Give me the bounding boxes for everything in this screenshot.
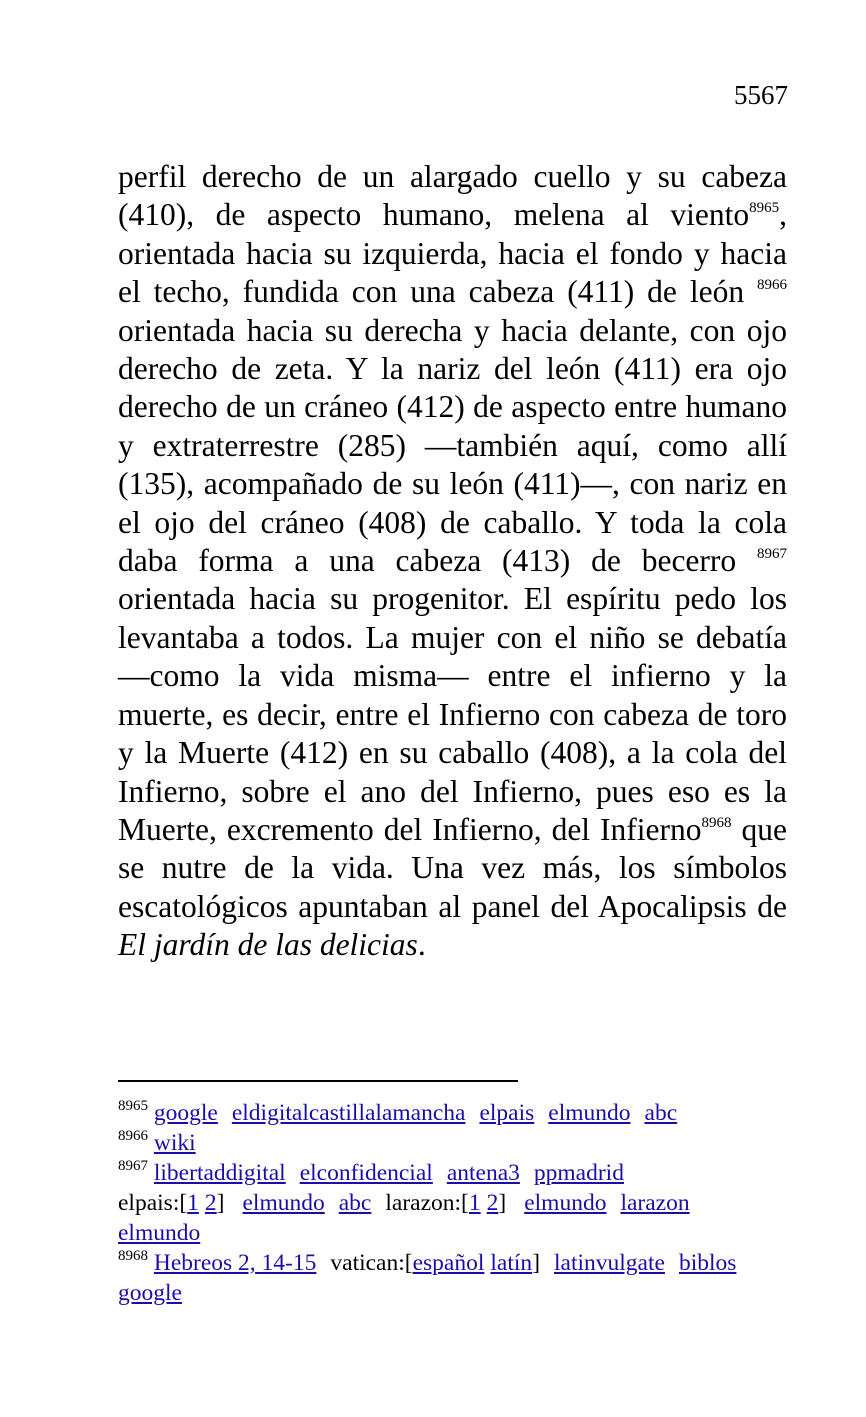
link-larazon-2[interactable]: 2 <box>486 1190 499 1216</box>
footnote-ref[interactable]: 8968 <box>701 814 732 831</box>
elpais-label: elpais:[ <box>118 1190 188 1216</box>
book-title: El jardín de las delicias <box>118 927 418 963</box>
link-eldigitalcastillalamancha[interactable]: eldigitalcastillalamancha <box>231 1100 466 1126</box>
link-ppmadrid[interactable]: ppmadrid <box>533 1160 624 1186</box>
body-text-segment: orientada hacia su progenitor. El espíritu pedo los levantaba a todos. La mujer con el niño se debatía —como la vida misma— entre el infierno y la muerte, es decir, entre el Infierno con cabeza de toro y la Muerte (412) en su caballo (408), a la cola del Infierno, sobre el ano del Infierno, pues eso es la Muerte, excremento del Infierno, del Infierno <box>118 581 787 847</box>
larazon-close: ] <box>498 1190 507 1216</box>
body-paragraph <box>118 158 787 965</box>
body-text-segment: que se nutre de la vida. Una vez más, los símbolos escatológicos apuntaban al panel del Apocalipsis de <box>118 811 787 924</box>
footnote-number: 8967 <box>118 1158 148 1174</box>
link-elmundo-2[interactable]: elmundo <box>242 1190 325 1216</box>
footnote-8966 <box>118 1128 787 1158</box>
link-latinvulgate[interactable]: latinvulgate <box>554 1250 665 1276</box>
footnotes <box>118 1098 787 1308</box>
link-abc[interactable]: abc <box>644 1100 678 1126</box>
link-biblos[interactable]: biblos <box>678 1250 737 1276</box>
body-text-segment: orientada hacia su derecha y hacia delante, con ojo derecho de zeta. Y la nariz del león (411) era ojo derecho de un cráneo (412) de aspecto entre humano y extraterrestre (285) —también aquí, como allí (135), acompañado de su león (411)—, con nariz en el ojo del cráneo (408) de caballo. Y toda la cola daba forma a una cabeza (413) de becerro <box>118 312 787 579</box>
footnote-8967 <box>118 1158 787 1248</box>
link-larazon-1[interactable]: 1 <box>468 1190 481 1216</box>
link-elpais-2[interactable]: 2 <box>204 1190 217 1216</box>
link-libertaddigital[interactable]: libertaddigital <box>153 1160 286 1186</box>
footnote-ref[interactable]: 8966 <box>757 277 787 294</box>
footnote-8965 <box>118 1098 787 1128</box>
link-vatican-latin[interactable]: latín <box>490 1250 533 1276</box>
link-elmundo-4[interactable]: elmundo <box>118 1220 201 1246</box>
link-antena3[interactable]: antena3 <box>446 1160 520 1186</box>
footnote-number: 8968 <box>118 1248 148 1264</box>
link-google[interactable]: google <box>153 1100 218 1126</box>
link-elmundo-3[interactable]: elmundo <box>524 1190 607 1216</box>
body-text-segment: perfil derecho de un alargado cuello y su cabeza (410), de aspecto humano, melena al viento <box>118 159 787 233</box>
link-elpais-1[interactable]: 1 <box>187 1190 199 1216</box>
vatican-label: vatican:[ <box>330 1250 413 1276</box>
footnote-ref[interactable]: 8965 <box>749 200 780 217</box>
link-vatican-espanol[interactable]: español <box>412 1250 485 1276</box>
footnote-number: 8965 <box>118 1098 148 1114</box>
link-abc-2[interactable]: abc <box>338 1190 372 1216</box>
link-elpais[interactable]: elpais <box>479 1100 535 1126</box>
link-elconfidencial[interactable]: elconfidencial <box>299 1160 433 1186</box>
link-elmundo[interactable]: elmundo <box>548 1100 631 1126</box>
link-wiki[interactable]: wiki <box>153 1130 196 1156</box>
footnote-divider <box>118 1080 518 1082</box>
link-hebreos[interactable]: Hebreos 2, 14-15 <box>153 1250 317 1276</box>
elpais-close: ] <box>216 1190 225 1216</box>
page-number: 5567 <box>734 80 788 110</box>
body-text-segment: . <box>417 927 426 963</box>
link-larazon[interactable]: larazon <box>620 1190 690 1216</box>
footnote-number: 8966 <box>118 1128 148 1144</box>
vatican-close: ] <box>532 1250 541 1276</box>
body-text-segment: , orientada hacia su izquierda, hacia el fondo y hacia el techo, fundida con una cabeza (411) de león <box>118 197 787 310</box>
footnote-8968 <box>118 1248 787 1308</box>
link-google-2[interactable]: google <box>118 1280 182 1306</box>
footnote-ref[interactable]: 8967 <box>757 546 787 563</box>
larazon-label: larazon:[ <box>385 1190 469 1216</box>
